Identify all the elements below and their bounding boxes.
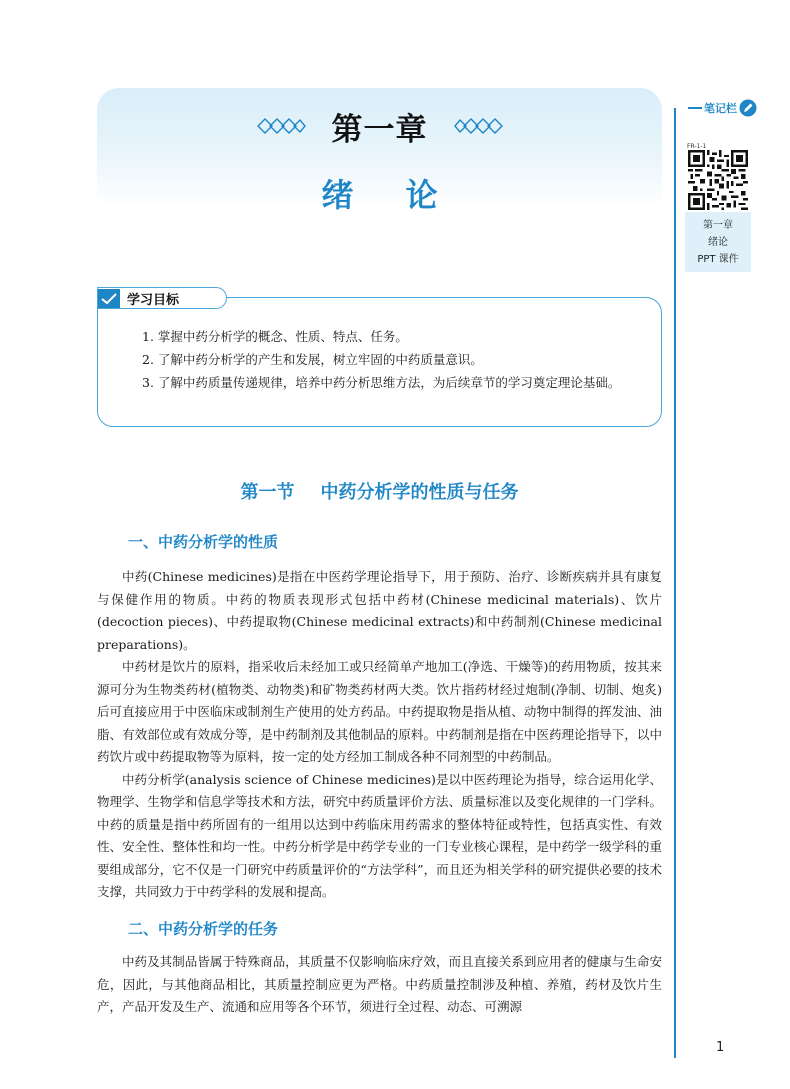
objectives-tab <box>97 287 227 309</box>
qr-code-id: FR-1-1 <box>687 143 707 150</box>
body-paragraph: 中药分析学(analysis science of Chinese medicines)是以中医药理论为指导，综合运用化学、物理学、生物学和信息学等技术和方法，研究中药质量评价方法、质量标准以及变化规律的一门学科。中药的质量是指中药所固有的一组用以达到中药临床用药需求的整体特征或特性，包括真实性、有效性、安全性、整体性和均一性。中药分析学是中药学专业的一门专业核心课程，是中药学一级学科的重要组成部分，它不仅是一门研究中药质量评价的“方法学科”，而且还为相关学科的研究提供必要的技术支撑，共同致力于中药学科的发展和提高。 <box>97 771 662 899</box>
qr-caption <box>685 212 751 272</box>
body-paragraph: 中药材是饮片的原料，指采收后未经加工或只经简单产地加工(净选、干燥等)的药用物质，按其来源可分为生物类药材(植物类、动物类)和矿物类药材两大类。饮片指药材经过炮制(净制、切制、炮炙)后可直接应用于中医临床或制剂生产使用的处方药品。中药提取物是指从植、动物中制得的挥发油、油脂、有效部位或有效成分等，是中药制剂及其他制品的原料。中药制剂是指在中医药理论指导下，以中药饮片或中药提取物等为原料，按一定的处方经加工制成各种不同剂型的中药制品。 <box>97 659 662 764</box>
objective-item: 3. 了解中药质量传递规律，培养中药分析思维方法，为后续章节的学习奠定理论基础。 <box>142 375 621 390</box>
section-title <box>97 478 662 504</box>
page-number: 1 <box>716 1040 725 1055</box>
objectives-title: 学习目标 <box>127 292 180 308</box>
section-prefix: 第一节 <box>240 482 295 503</box>
subsection-body <box>97 566 662 904</box>
chapter-number: 第一章 <box>331 111 428 148</box>
notes-column-line <box>674 108 676 1058</box>
qr-code-icon[interactable] <box>688 150 748 210</box>
notes-dash <box>688 107 702 109</box>
objective-item: 2. 了解中药分析学的产生和发展，树立牢固的中药质量意识。 <box>142 352 483 367</box>
ornament-right-icon <box>454 117 504 135</box>
subsection-body <box>97 951 662 1019</box>
notes-column-label <box>688 98 757 118</box>
qr-caption-line-3: PPT 课件 <box>697 254 739 265</box>
body-paragraph: 中药(Chinese medicines)是指在中医药学理论指导下，用于预防、治疗、诊断疾病并具有康复与保健作用的物质。中药的物质表现形式包括中药材(Chinese medicinal materials)、饮片(decoction pieces)、中药提取物(Chinese medicinal extracts)和中药制剂(Chinese medicinal preparations)。 <box>97 569 662 652</box>
chapter-heading-row <box>97 104 662 148</box>
qr-caption-line-1: 第一章 <box>703 220 733 231</box>
section-title-text: 中药分析学的性质与任务 <box>320 482 519 503</box>
qr-caption-line-2: 绪论 <box>708 237 728 248</box>
notes-label-text: 笔记栏 <box>704 102 737 115</box>
ornament-left-icon <box>256 117 306 135</box>
body-paragraph: 中药及其制品皆属于特殊商品，其质量不仅影响临床疗效，而且直接关系到应用者的健康与生命安危，因此，与其他商品相比，其质量控制应更为严格。中药质量控制涉及种植、养殖，药材及饮片生产，产品开发及生产、流通和应用等各个环节，须进行全过程、动态、可溯源 <box>97 954 662 1014</box>
objective-item: 1. 掌握中药分析学的概念、性质、特点、任务。 <box>142 329 408 344</box>
objectives-list <box>112 325 652 394</box>
subsection-title: 一、中药分析学的性质 <box>128 533 279 551</box>
pencil-icon <box>739 99 757 117</box>
subsection-title: 二、中药分析学的任务 <box>128 920 279 938</box>
chapter-title: 绪论 <box>321 176 490 214</box>
objectives-icon <box>98 289 120 308</box>
chapter-banner <box>97 88 662 214</box>
